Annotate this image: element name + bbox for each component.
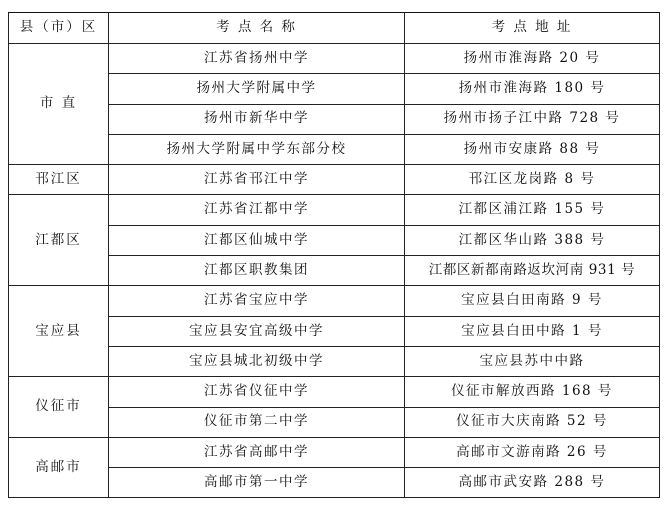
table-row <box>9 437 660 467</box>
site-name-cell: 扬州大学附属中学 <box>109 74 405 104</box>
table-row <box>9 165 660 195</box>
site-address-cell: 江都区新都南路返坎河南 931 号 <box>405 256 660 286</box>
header-row <box>9 13 660 44</box>
site-address-cell: 宝应县白田南路 9 号 <box>405 286 660 316</box>
region-cell: 江都区 <box>9 195 109 286</box>
site-address-cell: 高邮市文游南路 26 号 <box>405 437 660 467</box>
site-name-cell: 仪征市第二中学 <box>109 407 405 437</box>
site-address-cell: 扬州市扬子江中路 728 号 <box>405 104 660 134</box>
site-address-cell: 仪征市解放西路 168 号 <box>405 377 660 407</box>
site-name-cell: 宝应县城北初级中学 <box>109 346 405 376</box>
site-address-cell: 扬州市安康路 88 号 <box>405 134 660 164</box>
site-address-cell: 江都区华山路 388 号 <box>405 225 660 255</box>
table-header <box>9 13 660 44</box>
header-site-address: 考 点 地 址 <box>405 13 660 44</box>
table-row <box>9 44 660 74</box>
region-cell: 仪征市 <box>9 377 109 438</box>
exam-sites-table-wrapper <box>8 12 660 498</box>
region-cell: 市 直 <box>9 44 109 165</box>
site-name-cell: 扬州大学附属中学东部分校 <box>109 134 405 164</box>
site-address-cell: 江都区浦江路 155 号 <box>405 195 660 225</box>
region-cell: 邗江区 <box>9 165 109 195</box>
region-cell: 宝应县 <box>9 286 109 377</box>
site-name-cell: 宝应县安宜高级中学 <box>109 316 405 346</box>
site-name-cell: 江苏省宝应中学 <box>109 286 405 316</box>
table-row <box>9 377 660 407</box>
site-address-cell: 邗江区龙岗路 8 号 <box>405 165 660 195</box>
header-region: 县（市）区 <box>9 13 109 44</box>
site-name-cell: 江苏省仪征中学 <box>109 377 405 407</box>
site-name-cell: 江苏省江都中学 <box>109 195 405 225</box>
site-name-cell: 扬州市新华中学 <box>109 104 405 134</box>
site-name-cell: 高邮市第一中学 <box>109 468 405 498</box>
site-name-cell: 江苏省高邮中学 <box>109 437 405 467</box>
site-address-cell: 仪征市大庆南路 52 号 <box>405 407 660 437</box>
header-site-name: 考 点 名 称 <box>109 13 405 44</box>
site-name-cell: 江都区仙城中学 <box>109 225 405 255</box>
site-name-cell: 江苏省扬州中学 <box>109 44 405 74</box>
table-row <box>9 195 660 225</box>
table-row <box>9 286 660 316</box>
site-address-cell: 高邮市武安路 288 号 <box>405 468 660 498</box>
site-address-cell: 宝应县白田中路 1 号 <box>405 316 660 346</box>
region-cell: 高邮市 <box>9 437 109 498</box>
exam-sites-table <box>8 12 660 498</box>
table-body <box>9 44 660 498</box>
site-name-cell: 江都区职教集团 <box>109 256 405 286</box>
site-address-cell: 宝应县苏中中路 <box>405 346 660 376</box>
site-name-cell: 江苏省邗江中学 <box>109 165 405 195</box>
site-address-cell: 扬州市淮海路 20 号 <box>405 44 660 74</box>
site-address-cell: 扬州市淮海路 180 号 <box>405 74 660 104</box>
